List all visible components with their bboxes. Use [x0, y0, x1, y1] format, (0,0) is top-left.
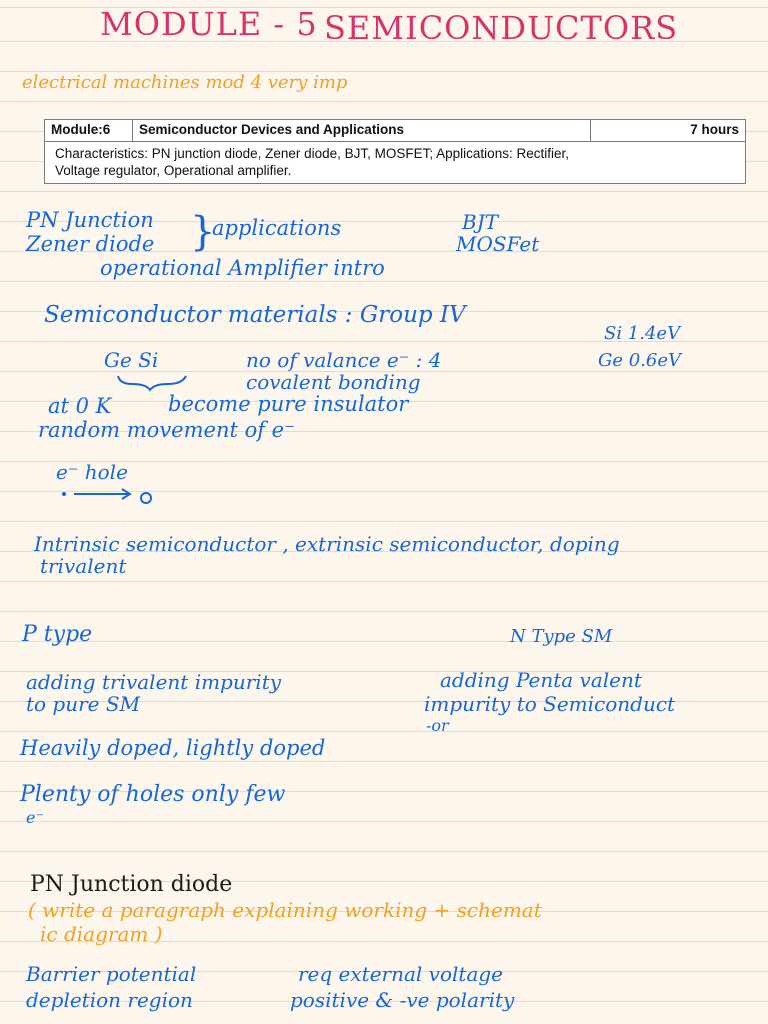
electron-arrow-icon — [60, 486, 160, 506]
note-to-pure-sm: to pure SM — [26, 692, 141, 716]
note-pn-junction: PN Junction — [26, 208, 154, 232]
syllabus-module: Module:6 — [45, 120, 133, 141]
note-heavily-doped: Heavily doped, lightly doped — [20, 736, 326, 760]
note-n-type: N Type SM — [510, 626, 613, 647]
note-external-voltage: req external voltage — [298, 962, 503, 986]
note-barrier-potential: Barrier potential — [26, 962, 197, 986]
syllabus-content — [45, 142, 745, 182]
module-title: MODULE - 5 — [100, 5, 318, 43]
syllabus-table — [44, 119, 746, 184]
note-ic-diagram: ic diagram ) — [40, 922, 163, 946]
note-or-suffix: -or — [426, 716, 449, 735]
note-ge-si: Ge Si — [104, 348, 159, 372]
note-mosfet: MOSFet — [456, 232, 540, 256]
note-si-bandgap: Si 1.4eV — [604, 323, 681, 344]
priority-note: electrical machines mod 4 very imp — [22, 72, 348, 93]
note-zener-diode: Zener diode — [26, 232, 155, 256]
note-trivalent: trivalent — [40, 554, 127, 578]
brace-under-ge-si-icon — [116, 374, 188, 392]
syllabus-line-2: Voltage regulator, Operational amplifier. — [55, 163, 292, 178]
syllabus-hours: 7 hours — [690, 122, 739, 137]
note-impurity-to-semiconductor: impurity to Semiconduct — [424, 692, 676, 716]
note-pn-junction-diode: PN Junction diode — [30, 872, 233, 897]
note-bjt: BJT — [462, 210, 499, 234]
note-p-type: P type — [22, 622, 93, 647]
note-plenty-holes: Plenty of holes only few — [20, 782, 286, 807]
note-electron-hole: e⁻ hole — [56, 460, 128, 484]
note-intrinsic-extrinsic: Intrinsic semiconductor , extrinsic semiconductor, doping — [34, 532, 620, 556]
brace-icon: } — [190, 209, 216, 255]
syllabus-header-row — [45, 120, 745, 142]
note-random-movement: random movement of e⁻ — [38, 418, 296, 442]
note-polarity: positive & -ve polarity — [290, 988, 515, 1012]
note-pure-insulator: become pure insulator — [168, 392, 409, 416]
note-electron-symbol: e⁻ — [26, 808, 44, 827]
note-adding-trivalent: adding trivalent impurity — [26, 670, 282, 694]
subject-title: SEMICONDUCTORS — [324, 9, 679, 47]
note-covalent: covalent bonding — [246, 370, 421, 394]
note-applications: applications — [212, 216, 342, 240]
note-at-0k: at 0 K — [48, 394, 112, 418]
note-depletion-region: depletion region — [26, 988, 193, 1012]
syllabus-line-1: Characteristics: PN junction diode, Zener diode, BJT, MOSFET; Applications: Rectifier, — [55, 146, 569, 161]
note-adding-pentavalent: adding Penta valent — [440, 668, 642, 692]
note-ge-bandgap: Ge 0.6eV — [598, 350, 682, 371]
note-semiconductor-materials: Semiconductor materials : Group IV — [44, 302, 466, 328]
note-valance-electrons: no of valance e⁻ : 4 — [246, 348, 442, 372]
note-write-paragraph: ( write a paragraph explaining working + schemat — [28, 898, 542, 922]
syllabus-name: Semiconductor Devices and Applications — [133, 120, 591, 141]
note-op-amp: operational Amplifier intro — [100, 256, 385, 280]
